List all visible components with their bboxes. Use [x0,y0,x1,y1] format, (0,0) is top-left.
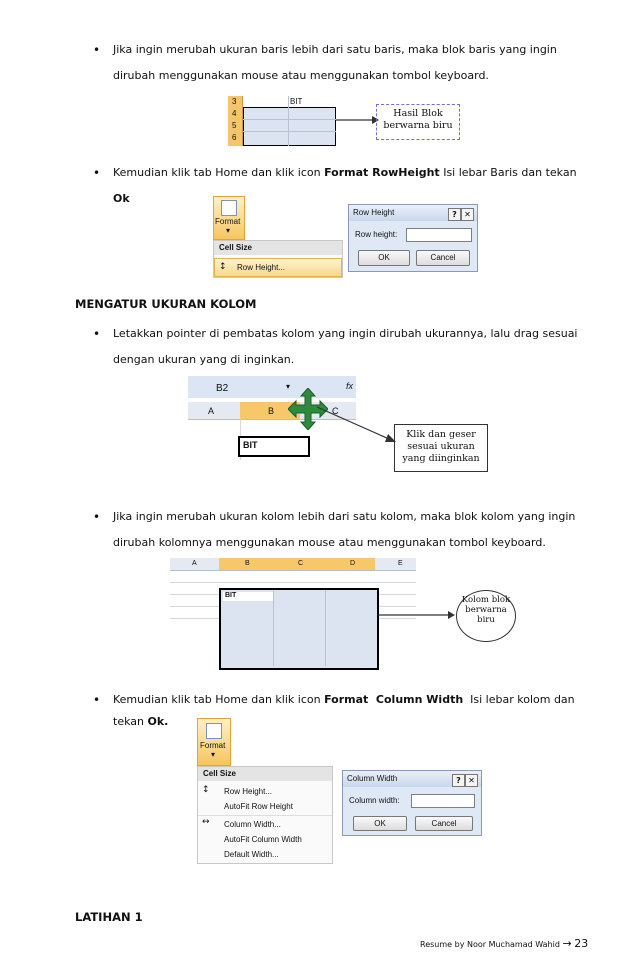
cell-text: BIT [290,97,303,106]
dialog-title: Column Width [343,771,481,787]
arrow-icon [336,112,380,128]
format-menu [213,240,343,278]
close-icon[interactable]: ✕ [465,774,478,787]
text: tekan [113,715,148,728]
gridline [325,590,326,666]
row-height-icon: ↕ [202,785,210,795]
column-width-icon: ↔ [202,817,210,827]
format-menu [197,766,333,864]
bullet: • [93,43,101,57]
gridline [170,582,416,583]
gridline [243,119,336,120]
format-icon [206,723,222,739]
row-number: 6 [232,133,237,142]
row-number: 4 [232,109,237,118]
format-button[interactable] [197,718,231,766]
field-label: Column width: [349,796,400,805]
paragraph-line: dengan ukuran yang di inginkan. [113,353,295,366]
column-header: C [298,560,304,567]
column-width-dialog [342,770,482,836]
row-number: 3 [232,97,237,106]
callout-text: Hasil Blok berwarna biru [383,108,453,131]
cancel-button[interactable]: Cancel [415,816,473,831]
arrow-icon [378,608,456,622]
paragraph-line: Jika ingin merubah ukuran kolom lebih dari satu kolom, maka blok kolom yang ingin [113,510,576,523]
section-heading: LATIHAN 1 [75,910,143,924]
ok-button[interactable]: OK [358,250,410,266]
chevron-down-icon: ▾ [286,382,291,391]
menu-header: Cell Size [198,767,332,781]
name-box[interactable]: B2 [216,383,229,394]
footer-text: Resume by Noor Muchamad Wahid [420,940,560,949]
page-footer [420,937,588,950]
menu-item-autofit-column-width[interactable]: AutoFit Column Width [224,835,302,844]
bold-text: Format Column Width [324,693,464,706]
cell-text: BIT [225,592,237,599]
gridline [273,590,274,666]
text: Isi lebar Baris dan tekan [439,166,577,179]
paragraph-line [113,687,575,713]
formula-bar [188,376,356,398]
row-height-dialog [348,204,478,272]
selected-rows [243,107,336,146]
callout-text: Kolom blok berwarna biru [461,595,511,625]
row-number: 5 [232,121,237,130]
row-height-input[interactable] [406,228,472,242]
close-icon[interactable]: ✕ [461,208,474,221]
column-header: B [268,406,275,416]
column-header: C [332,406,339,416]
bullet: • [93,693,101,707]
chevron-down-icon: ▾ [211,750,216,759]
fx-icon: fx [346,381,354,391]
callout-box [394,424,488,472]
excel-row-screenshot [228,96,336,146]
paragraph-line: dirubah kolomnya menggunakan mouse atau menggunakan tombol keyboard. [113,536,546,549]
column-width-input[interactable] [411,794,475,808]
menu-item-row-height[interactable]: Row Height... [224,787,273,796]
column-header: A [192,560,197,567]
cell-text: BIT [243,440,258,450]
bold-text: Format RowHeight [324,166,440,179]
callout-box [376,104,460,140]
column-header: A [208,406,215,416]
gridline [288,96,289,146]
menu-item-column-width[interactable]: Column Width... [224,820,281,829]
row-height-icon: ↕ [219,262,227,272]
chevron-down-icon: ▾ [226,226,231,235]
menu-divider [198,815,332,816]
bullet: • [93,510,101,524]
text: Isi lebar kolom dan [463,693,575,706]
cancel-button[interactable]: Cancel [416,250,470,266]
paragraph-line: Ok [113,192,130,205]
column-header: D [350,560,356,567]
paragraph-line: Jika ingin merubah ukuran baris lebih dari satu baris, maka blok baris yang ingin [113,43,557,56]
paragraph-line [113,709,168,735]
arrow-right-icon: → [562,937,572,950]
arrow-icon [317,405,397,445]
format-button[interactable] [213,196,245,240]
page-number: 23 [574,937,589,950]
dialog-title: Row Height [349,205,477,221]
section-heading: MENGATUR UKURAN KOLOM [75,297,257,311]
bold-text: Ok. [147,715,169,728]
paragraph-line: Letakkan pointer di pembatas kolom yang ingin dirubah ukurannya, lalu drag sesuai [113,327,578,340]
gridline [243,131,336,132]
bullet: • [93,327,101,341]
ok-button[interactable]: OK [353,816,407,831]
text: Kemudian klik tab Home dan klik icon [113,166,325,179]
menu-item-default-width[interactable]: Default Width... [224,850,279,859]
bullet: • [93,166,101,180]
format-label: Format [215,217,241,226]
format-label: Format [200,741,226,750]
help-icon[interactable]: ? [452,774,465,787]
paragraph-line: dirubah menggunakan mouse atau menggunakan tombol keyboard. [113,69,489,82]
column-header: B [245,560,250,567]
menu-item-autofit-row-height[interactable]: AutoFit Row Height [224,802,293,811]
paragraph-line [113,160,577,186]
text: Kemudian klik tab Home dan klik icon [113,693,325,706]
menu-header: Cell Size [214,241,342,255]
menu-item-row-height[interactable] [214,258,342,277]
callout-ellipse [456,590,516,642]
format-icon [221,200,237,216]
help-icon[interactable]: ? [448,208,461,221]
callout-text: Klik dan geser sesuai ukuran yang diinginkan [402,429,480,464]
field-label: Row height: [355,230,398,239]
menu-item-label: Row Height... [237,263,286,272]
column-header: E [398,560,403,567]
